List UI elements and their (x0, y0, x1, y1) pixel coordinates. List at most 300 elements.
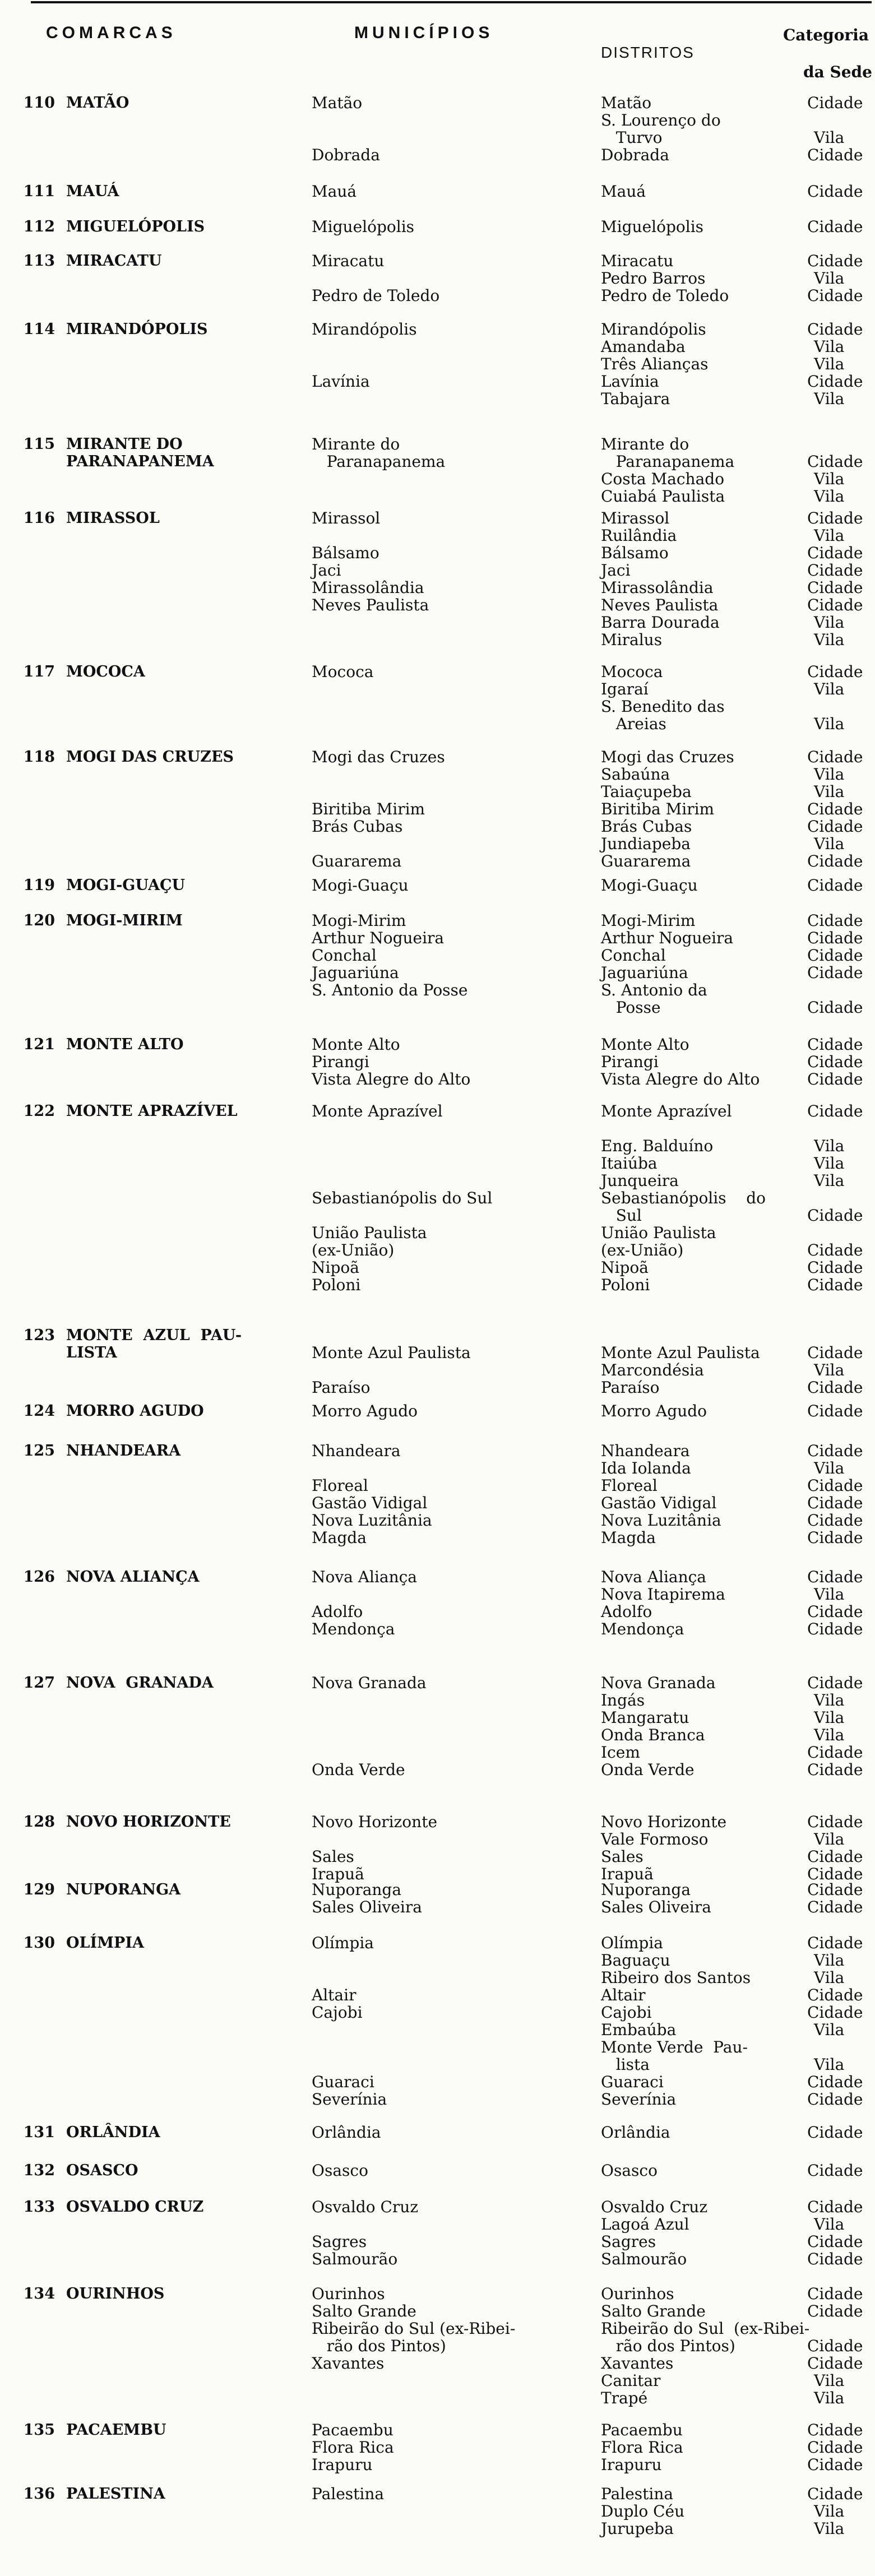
comarca-number: 136 (23, 2485, 55, 2503)
categoria-cidade: Cidade (807, 1898, 863, 1916)
categoria-cidade: Cidade (807, 1674, 863, 1692)
distrito-name: Cuiabá Paulista (601, 487, 725, 506)
municipio-name: Morro Agudo (312, 1402, 418, 1420)
distrito-name: Neves Paulista (601, 596, 719, 614)
municipio-name: Poloni (312, 1276, 361, 1294)
distrito-name: Lagoá Azul (601, 2215, 689, 2234)
municipio-name: Olímpia (312, 1934, 374, 1952)
categoria-vila: Vila (814, 1154, 845, 1173)
distrito-name: Sales Oliveira (601, 1898, 711, 1916)
categoria-cidade: Cidade (807, 509, 863, 527)
municipio-name: Matão (312, 94, 363, 112)
municipio-name: Arthur Nogueira (312, 929, 445, 947)
categoria-vila: Vila (814, 1137, 845, 1155)
distrito-name: Bálsamo (601, 544, 669, 562)
distrito-name: Miracatu (601, 252, 674, 270)
distrito-name: Trapé (601, 2389, 648, 2407)
distrito-name: Biritiba Mirim (601, 800, 715, 818)
categoria-cidade: Cidade (807, 286, 863, 305)
distrito-name: Amandaba (601, 337, 686, 356)
distrito-name: Mirassolândia (601, 578, 714, 597)
distrito-name: Flora Rica (601, 2438, 683, 2457)
distrito-name: Jundiapeba (601, 835, 691, 853)
categoria-cidade: Cidade (807, 2485, 863, 2503)
distrito-name: Nova Aliança (601, 1568, 707, 1586)
municipio-name: Neves Paulista (312, 596, 429, 614)
distrito-name: União Paulista (601, 1224, 716, 1242)
categoria-cidade: Cidade (807, 1511, 863, 1530)
categoria-cidade: Cidade (807, 2003, 863, 2022)
categoria-cidade: Cidade (807, 452, 863, 471)
categoria-vila: Vila (814, 1726, 845, 1744)
categoria-cidade: Cidade (807, 1986, 863, 2004)
comarca-name: LISTA (66, 1344, 117, 1361)
categoria-vila: Vila (814, 1968, 845, 1987)
municipio-name: Altair (312, 1986, 357, 2004)
comarca-number: 111 (23, 183, 55, 200)
municipio-name: Orlândia (312, 2123, 381, 2142)
municipio-name: Salto Grande (312, 2302, 416, 2320)
distrito-name: Mogi-Mirim (601, 911, 696, 930)
distrito-name: Miralus (601, 631, 663, 649)
categoria-cidade: Cidade (807, 1241, 863, 1259)
categoria-cidade: Cidade (807, 1847, 863, 1866)
comarca-number: 126 (23, 1568, 55, 1586)
header-distritos: DISTRITOS (601, 44, 695, 61)
distrito-name: Mirandópolis (601, 320, 706, 339)
comarca-number: 119 (23, 877, 55, 894)
categoria-vila: Vila (814, 128, 845, 147)
municipio-name: Jaguariúna (312, 963, 399, 982)
categoria-vila: Vila (814, 1459, 845, 1477)
municipio-name: S. Antonio da Posse (312, 981, 468, 999)
distrito-name: Brás Cubas (601, 817, 692, 836)
municipio-name: Mirandópolis (312, 320, 417, 339)
municipio-name: Miguelópolis (312, 217, 415, 236)
comarca-name: MIRANDÓPOLIS (66, 321, 208, 338)
comarca-name: MOGI-MIRIM (66, 912, 183, 929)
categoria-cidade: Cidade (807, 963, 863, 982)
distrito-name: Olímpia (601, 1934, 663, 1952)
comarca-name: MONTE ALTO (66, 1036, 184, 1053)
municipio-name: Onda Verde (312, 1760, 405, 1779)
distrito-name: lista (601, 2055, 650, 2074)
municipio-name: Paraíso (312, 1378, 371, 1397)
categoria-cidade: Cidade (807, 2421, 863, 2439)
municipio-name: Novo Horizonte (312, 1813, 438, 1831)
municipio-name: Pedro de Toledo (312, 286, 440, 305)
distrito-name: Mangaratu (601, 1708, 689, 1727)
categoria-vila: Vila (814, 337, 845, 356)
comarca-name: OLÍMPIA (66, 1934, 144, 1952)
distrito-name: Duplo Céu (601, 2502, 685, 2521)
categoria-vila: Vila (814, 487, 845, 506)
distrito-name: Embaúba (601, 2021, 677, 2039)
categoria-cidade: Cidade (807, 817, 863, 836)
distrito-name: Sagres (601, 2232, 656, 2251)
categoria-vila: Vila (814, 2021, 845, 2039)
distrito-name: Baguaçu (601, 1951, 670, 1970)
municipio-name: Monte Azul Paulista (312, 1343, 471, 1362)
distrito-name: Vale Formoso (601, 1830, 709, 1848)
comarca-name: MATÃO (66, 94, 129, 112)
distrito-name: (ex-União) (601, 1241, 684, 1259)
municipio-name: Irapuã (312, 1865, 364, 1883)
categoria-cidade: Cidade (807, 372, 863, 391)
comarca-name: MONTE APRAZÍVEL (66, 1102, 238, 1120)
categoria-cidade: Cidade (807, 2250, 863, 2268)
comarca-number: 110 (23, 94, 55, 112)
comarca-name: MAUÁ (66, 183, 119, 200)
distrito-name: Poloni (601, 1276, 650, 1294)
comarca-number: 134 (23, 2285, 55, 2302)
distrito-name: Salmourão (601, 2250, 687, 2268)
categoria-cidade: Cidade (807, 1528, 863, 1547)
comarca-name: OSASCO (66, 2162, 138, 2179)
categoria-vila: Vila (814, 715, 845, 733)
municipio-name: Pacaembu (312, 2421, 393, 2439)
comarca-number: 130 (23, 1934, 55, 1952)
distrito-name: Osvaldo Cruz (601, 2198, 708, 2216)
categoria-cidade: Cidade (807, 1760, 863, 1779)
comarca-name: MOCOCA (66, 663, 145, 680)
distrito-name: Gastão Vidigal (601, 1494, 717, 1512)
categoria-cidade: Cidade (807, 1102, 863, 1120)
categoria-cidade: Cidade (807, 800, 863, 818)
distrito-name: Guaraci (601, 2073, 664, 2091)
categoria-cidade: Cidade (807, 2438, 863, 2457)
distrito-name: Turvo (601, 128, 663, 147)
distrito-name: Adolfo (601, 1602, 652, 1621)
distrito-name: Severínia (601, 2090, 677, 2109)
municipio-name: Mogi-Mirim (312, 911, 406, 930)
comarca-number: 123 (23, 1327, 55, 1344)
distrito-name: Nipoã (601, 1258, 649, 1277)
comarca-number: 131 (23, 2124, 55, 2141)
distrito-name: Nhandeara (601, 1442, 690, 1460)
municipio-name: Nova Granada (312, 1674, 427, 1692)
comarca-number: 115 (23, 435, 55, 453)
categoria-cidade: Cidade (807, 1568, 863, 1586)
categoria-cidade: Cidade (807, 852, 863, 870)
distrito-name: Floreal (601, 1476, 658, 1495)
categoria-cidade: Cidade (807, 2232, 863, 2251)
comarca-name: OURINHOS (66, 2285, 165, 2302)
distrito-name: Mogi-Guaçu (601, 876, 698, 895)
distrito-name: Dobrada (601, 146, 669, 164)
municipio-name: Sebastianópolis do Sul (312, 1189, 493, 1207)
distrito-name: Guararema (601, 852, 691, 870)
distrito-name: Magda (601, 1528, 656, 1547)
distrito-name: Nova Granada (601, 1674, 716, 1692)
categoria-cidade: Cidade (807, 1865, 863, 1883)
municipio-name: Xavantes (312, 2354, 385, 2373)
comarca-number: 125 (23, 1442, 55, 1460)
categoria-vila: Vila (814, 2055, 845, 2074)
municipio-name: Jaci (312, 561, 341, 580)
categoria-cidade: Cidade (807, 1494, 863, 1512)
distrito-name: Monte Alto (601, 1035, 689, 1054)
categoria-cidade: Cidade (807, 596, 863, 614)
comarca-number: 127 (23, 1674, 55, 1692)
categoria-vila: Vila (814, 470, 845, 488)
comarca-name: MOGI DAS CRUZES (66, 748, 234, 766)
comarca-name: MONTE AZUL PAU- (66, 1327, 242, 1344)
municipio-name: União Paulista (312, 1224, 427, 1242)
categoria-cidade: Cidade (807, 2302, 863, 2320)
categoria-cidade: Cidade (807, 1476, 863, 1495)
header-categoria: Categoria (783, 26, 869, 44)
categoria-cidade: Cidade (807, 578, 863, 597)
categoria-vila: Vila (814, 1830, 845, 1848)
categoria-vila: Vila (814, 2519, 845, 2538)
distrito-name: Irapuã (601, 1865, 654, 1883)
comarca-name: PARANAPANEMA (66, 453, 214, 470)
municipio-name: Ribeirão do Sul (ex-Ribei- (312, 2319, 516, 2338)
distrito-name: Paraíso (601, 1378, 660, 1397)
categoria-cidade: Cidade (807, 1880, 863, 1899)
categoria-cidade: Cidade (807, 1402, 863, 1420)
comarca-name: NOVA GRANADA (66, 1674, 214, 1692)
distrito-name: Nuporanga (601, 1880, 691, 1899)
distrito-name: Salto Grande (601, 2302, 706, 2320)
distrito-name: Mauá (601, 182, 646, 201)
comarca-number: 122 (23, 1102, 55, 1120)
comarca-number: 132 (23, 2162, 55, 2179)
categoria-cidade: Cidade (807, 1442, 863, 1460)
comarca-number: 133 (23, 2198, 55, 2216)
distrito-name: Mogi das Cruzes (601, 748, 734, 766)
distrito-name: Conchal (601, 946, 666, 965)
categoria-cidade: Cidade (807, 94, 863, 112)
categoria-vila: Vila (814, 2389, 845, 2407)
distrito-name: Sul (601, 1206, 642, 1225)
distrito-name: Lavínia (601, 372, 659, 391)
municipio-name: Flora Rica (312, 2438, 394, 2457)
categoria-cidade: Cidade (807, 252, 863, 270)
distrito-name: Posse (601, 998, 661, 1017)
distrito-name: Sales (601, 1847, 643, 1866)
comarca-name: NHANDEARA (66, 1442, 181, 1460)
municipio-name: Floreal (312, 1476, 368, 1495)
municipio-name: Mogi das Cruzes (312, 748, 445, 766)
distrito-name: Irapuru (601, 2455, 662, 2474)
distrito-name: Ribeiro dos Santos (601, 1968, 751, 1987)
municipio-name: Biritiba Mirim (312, 800, 425, 818)
distrito-name: Ruilândia (601, 526, 677, 545)
municipio-name: Mirante do (312, 435, 400, 453)
categoria-cidade: Cidade (807, 911, 863, 930)
distrito-name: Eng. Balduíno (601, 1137, 714, 1155)
comarca-name: MORRO AGUDO (66, 1402, 204, 1420)
distrito-name: Taiaçupeba (601, 782, 692, 801)
categoria-cidade: Cidade (807, 1070, 863, 1088)
municipio-name: Brás Cubas (312, 817, 403, 836)
municipio-name: Mococa (312, 662, 374, 681)
categoria-cidade: Cidade (807, 2285, 863, 2303)
distrito-name: Jurupeba (601, 2519, 674, 2538)
distrito-name: Ida Iolanda (601, 1459, 691, 1477)
categoria-vila: Vila (814, 1708, 845, 1727)
header-da-sede: da Sede (803, 63, 872, 81)
categoria-cidade: Cidade (807, 2090, 863, 2109)
categoria-vila: Vila (814, 1171, 845, 1190)
municipio-name: Severínia (312, 2090, 387, 2109)
header-municipios: MUNICÍPIOS (354, 24, 494, 42)
categoria-cidade: Cidade (807, 1743, 863, 1762)
categoria-cidade: Cidade (807, 2123, 863, 2142)
distrito-name: Monte Verde Pau- (601, 2038, 748, 2056)
distrito-name: Onda Verde (601, 1760, 695, 1779)
municipio-name: Sagres (312, 2232, 367, 2251)
categoria-vila: Vila (814, 526, 845, 545)
municipio-name: Mendonça (312, 1620, 395, 1638)
distrito-name: Miguelópolis (601, 217, 704, 236)
municipio-name: Mauá (312, 182, 357, 201)
categoria-vila: Vila (814, 631, 845, 649)
distrito-name: Ingás (601, 1691, 645, 1709)
categoria-vila: Vila (814, 390, 845, 408)
municipio-name: Miracatu (312, 252, 385, 270)
distrito-name: Ourinhos (601, 2285, 674, 2303)
municipio-name: Sales (312, 1847, 354, 1866)
distrito-name: Pedro de Toledo (601, 286, 729, 305)
distrito-name: Xavantes (601, 2354, 674, 2373)
distrito-name: Matão (601, 94, 652, 112)
categoria-cidade: Cidade (807, 748, 863, 766)
categoria-cidade: Cidade (807, 929, 863, 947)
categoria-cidade: Cidade (807, 320, 863, 339)
municipio-name: Ourinhos (312, 2285, 385, 2303)
distrito-name: Três Alianças (601, 355, 709, 373)
distrito-name: Mirante do (601, 435, 689, 453)
distrito-name: Pacaembu (601, 2421, 683, 2439)
distrito-name: Monte Aprazível (601, 1102, 732, 1120)
categoria-vila: Vila (814, 2502, 845, 2521)
distrito-name: Onda Branca (601, 1726, 705, 1744)
municipio-name: Magda (312, 1528, 367, 1547)
municipio-name: Dobrada (312, 146, 380, 164)
comarca-number: 118 (23, 748, 55, 766)
comarca-name: NOVA ALIANÇA (66, 1568, 200, 1586)
distrito-name: Tabajara (601, 390, 670, 408)
municipio-name: Bálsamo (312, 544, 379, 562)
distrito-name: Novo Horizonte (601, 1813, 727, 1831)
municipio-name: Mogi-Guaçu (312, 876, 409, 895)
comarca-number: 135 (23, 2421, 55, 2439)
comarca-number: 121 (23, 1036, 55, 1053)
municipio-name: Monte Aprazível (312, 1102, 443, 1120)
municipio-name: Guaraci (312, 2073, 374, 2091)
municipio-name: Gastão Vidigal (312, 1494, 428, 1512)
comarca-name: OSVALDO CRUZ (66, 2198, 204, 2216)
categoria-cidade: Cidade (807, 217, 863, 236)
categoria-vila: Vila (814, 1361, 845, 1379)
distrito-name: Cajobi (601, 2003, 652, 2022)
comarca-name: MIRACATU (66, 252, 162, 270)
distrito-name: Ribeirão do Sul (ex-Ribei- (601, 2319, 810, 2338)
categoria-vila: Vila (814, 2215, 845, 2234)
municipio-name: Mirassol (312, 509, 381, 527)
municipio-name: Irapuru (312, 2455, 373, 2474)
categoria-cidade: Cidade (807, 2073, 863, 2091)
distrito-name: Sebastianópolis do (601, 1189, 766, 1207)
distrito-name: Itaiúba (601, 1154, 658, 1173)
municipio-name: Nuporanga (312, 1880, 402, 1899)
municipio-name: Cajobi (312, 2003, 363, 2022)
distrito-name: Barra Dourada (601, 613, 720, 632)
distrito-name: S. Lourenço do (601, 111, 721, 129)
comarca-number: 114 (23, 321, 55, 338)
municipio-name: Pirangi (312, 1053, 369, 1071)
categoria-cidade: Cidade (807, 2354, 863, 2373)
distrito-name: Jaguariúna (601, 963, 688, 982)
categoria-cidade: Cidade (807, 1258, 863, 1277)
comarca-name: PACAEMBU (66, 2421, 166, 2439)
municipio-name: Guararema (312, 852, 402, 870)
comarca-name: MOGI-GUAÇU (66, 877, 186, 894)
distrito-name: Pedro Barros (601, 269, 706, 288)
distrito-name: S. Antonio da (601, 981, 707, 999)
comarca-number: 117 (23, 663, 55, 680)
comarca-number: 128 (23, 1813, 55, 1831)
categoria-cidade: Cidade (807, 2198, 863, 2216)
distrito-name: Costa Machado (601, 470, 725, 488)
distrito-name: Paranapanema (601, 452, 735, 471)
categoria-vila: Vila (814, 2371, 845, 2390)
header-comarcas: COMARCAS (46, 24, 177, 42)
municipio-name: Osasco (312, 2161, 368, 2180)
categoria-cidade: Cidade (807, 998, 863, 1017)
comarca-name: ORLÂNDIA (66, 2124, 160, 2141)
categoria-cidade: Cidade (807, 1602, 863, 1621)
municipio-name: Nhandeara (312, 1442, 401, 1460)
categoria-cidade: Cidade (807, 146, 863, 164)
municipio-name: Sales Oliveira (312, 1898, 422, 1916)
comarca-name: NUPORANGA (66, 1881, 181, 1898)
comarca-name: NOVO HORIZONTE (66, 1813, 231, 1831)
comarca-number: 112 (23, 218, 55, 235)
municipio-name: Conchal (312, 946, 377, 965)
distrito-name: Arthur Nogueira (601, 929, 734, 947)
municipio-name: rão dos Pintos) (312, 2337, 446, 2355)
categoria-cidade: Cidade (807, 876, 863, 895)
categoria-cidade: Cidade (807, 182, 863, 201)
comarca-name: MIRASSOL (66, 509, 160, 527)
categoria-cidade: Cidade (807, 662, 863, 681)
comarca-number: 113 (23, 252, 55, 270)
distrito-name: Morro Agudo (601, 1402, 707, 1420)
distrito-name: Mococa (601, 662, 663, 681)
municipio-name: Lavínia (312, 372, 370, 391)
distrito-name: Igaraí (601, 680, 649, 698)
distrito-name: Orlândia (601, 2123, 670, 2142)
distrito-name: rão dos Pintos) (601, 2337, 735, 2355)
categoria-cidade: Cidade (807, 1813, 863, 1831)
distrito-name: Jaci (601, 561, 631, 580)
municipio-name: Nova Luzitânia (312, 1511, 432, 1530)
categoria-cidade: Cidade (807, 1343, 863, 1362)
municipio-name: Salmourão (312, 2250, 398, 2268)
categoria-vila: Vila (814, 269, 845, 288)
distrito-name: Osasco (601, 2161, 658, 2180)
categoria-vila: Vila (814, 1691, 845, 1709)
municipio-name: Paranapanema (312, 452, 446, 471)
categoria-vila: Vila (814, 1951, 845, 1970)
distrito-name: Monte Azul Paulista (601, 1343, 760, 1362)
categoria-cidade: Cidade (807, 561, 863, 580)
distrito-name: Marcondésia (601, 1361, 704, 1379)
